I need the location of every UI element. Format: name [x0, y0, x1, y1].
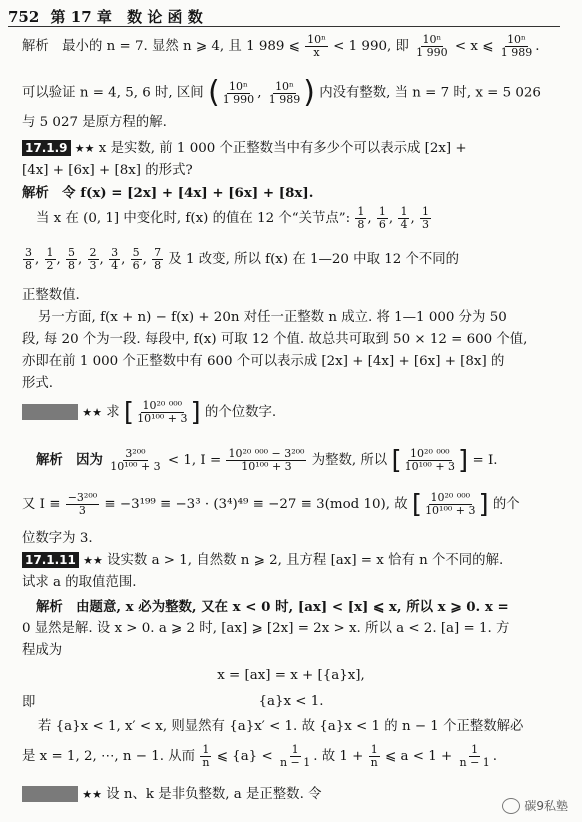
text-line: 正整数值. [22, 288, 80, 303]
fraction: $\frac{1}{n}$ [370, 743, 378, 769]
text-line: 形式. [22, 376, 54, 391]
text-line: 位数字为 3. [22, 531, 93, 546]
fraction: $\frac{2}{3}$ [89, 246, 97, 272]
solution-line: 解析 令 f(x) = [2x] + [4x] + [6x] + [8x]. [22, 185, 314, 201]
fraction: $\frac{\text{10ⁿ}}{1 990}$ [222, 79, 255, 106]
text-line: 0 显然是解. 设 x > 0. a ⩾ 2 时, [ax] ⩾ [2x] = 2x > x. 所以 a < 2. [a] = 1. 方 [22, 621, 510, 636]
fraction: $\frac{7}{8}$ [154, 246, 162, 272]
page-number: 752 [8, 8, 40, 26]
fraction: $\frac{\text{10²⁰ ⁰⁰⁰ − 3²⁰⁰}}{\text{10¹⁰⁰ + 3}}$ [228, 447, 305, 473]
problem-17-1-11: 17.1.11 ★★ 设实数 a > 1, 自然数 n ⩾ 2, 且方程 [ax] = x 恰有 n 个不同的解. [22, 552, 503, 570]
problem-17-1-9: 17.1.9 ★★ x 是实数, 前 1 000 个正整数当中有多少个可以表示成 [2x] + [22, 140, 467, 158]
text-line: 与 5 027 是原方程的解. [22, 115, 167, 130]
text-line: 当 x 在 (0, 1] 中变化时, f(x) 的值在 12 个“关节点”: $\frac{1}{8}$ , $\frac{1}{6}$ , $\frac{1}{4}$ , $\frac{1}{3}$ [22, 206, 432, 231]
fraction: $\frac{1}{6}$ [378, 205, 386, 231]
fraction-list: $\frac{3}{8}$ , $\frac{1}{2}$ , $\frac{5}{8}$ , $\frac{2}{3}$ , $\frac{3}{4}$ , $\frac{5}{6}$ , $\frac{7}{8}$ [25, 246, 162, 272]
solution-line: 解析 由题意, x 必为整数, 又在 x < 0 时, [ax] < [x] ⩽ x, 所以 x ⩾ 0. x = [36, 599, 509, 615]
fraction: $\frac{\text{−3²⁰⁰}}{3}$ [67, 491, 98, 517]
fraction: $\frac{\text{10ⁿ}}{1 989}$ [500, 33, 533, 59]
difficulty-stars: ★★ [74, 142, 95, 155]
problem-number-badge: . [22, 786, 78, 802]
fraction: $\frac{\text{10²⁰ ⁰⁰⁰}}{\text{10¹⁰⁰ + 3}}$ [137, 399, 188, 425]
fraction: $\frac{\text{10ⁿ}}{1 990}$ [416, 33, 448, 59]
chapter-label: 第 17 章 [50, 8, 112, 26]
fraction: $\frac{1}{3}$ [421, 205, 429, 231]
display-equation: {a}x < 1. [258, 694, 324, 709]
text-line: 亦即在前 1 000 个正整数中有 600 个可以表示成 [2x] + [4x] + [6x] + [8x] 的 [22, 354, 505, 369]
header-rule [8, 26, 560, 27]
problem-17-1-12: . ★★ 设 n、k 是非负整数, a 是正整数. 令 [22, 786, 321, 804]
text-line: 若 {a}x < 1, x′ < x, 则显然有 {a}x′ < 1. 故 {a}x < 1 的 n − 1 个正整数解必 [38, 719, 524, 734]
fraction: $\frac{1}{8}$ [357, 205, 365, 231]
text-line: 另一方面, f(x + n) − f(x) + 20n 对任一正整数 n 成立. 将 1—1 000 分为 50 [38, 310, 507, 325]
text-line: 又 I ≡ $\frac{\text{−3²⁰⁰}}{3}$ ≡ −3¹⁹⁹ ≡ −3³ · (3⁴)⁴⁹ ≡ −27 ≡ 3(mod 10), 故 [ $\frac{\text{10²⁰ ⁰⁰⁰}}{\text{10¹⁰⁰ + 3}}$ ] 的个 [22, 489, 520, 520]
text-line: [4x] + [6x] + [8x] 的形式? [22, 163, 193, 178]
problem-number-badge: 17.1.11 [22, 552, 79, 568]
text-line: 段, 每 20 个为一段. 每段中, f(x) 可取 12 个值. 故总共可取到 50 × 12 = 600 个值, [22, 332, 528, 347]
watermark: 碳9私塾 [502, 797, 568, 814]
text-line: 可以验证 n = 4, 5, 6 时, 区间 ( $\frac{\text{10ⁿ}}{1 990}$ , $\frac{\text{10ⁿ}}{1 989}$ ) 内没有整数, 当 n = 7 时, x = 5 026 [22, 75, 541, 110]
fraction: $\frac{1}{4}$ [400, 205, 408, 231]
fraction: $\frac{\text{3²⁰⁰}}{\text{10¹⁰⁰ + 3}}$ [110, 447, 161, 473]
page-header [8, 6, 203, 27]
fraction: $\frac{5}{8}$ [68, 246, 76, 272]
text-line: 即 [22, 695, 36, 710]
problem-number-badge: 17.1.9 [22, 140, 71, 156]
fraction-list: $\frac{1}{8}$ , $\frac{1}{6}$ , $\frac{1}{4}$ , $\frac{1}{3}$ [357, 205, 429, 231]
display-equation: x = [ax] = x + [{a}x], [217, 668, 365, 683]
fraction: $\frac{1}{n - 1}$ [279, 743, 311, 769]
fraction: $\frac{1}{2}$ [46, 246, 54, 272]
chat-bubble-icon [502, 798, 520, 814]
fraction: $\frac{\text{10ⁿ}}{x}$ [307, 33, 326, 59]
text-line: 试求 a 的取值范围. [22, 575, 137, 590]
solution-line: 解析 因为 $\frac{\text{3²⁰⁰}}{\text{10¹⁰⁰ + 3}}$ < 1, I = $\frac{\text{10²⁰ ⁰⁰⁰ − 3²⁰⁰}}{\text{10¹⁰⁰ + 3}}$ 为整数, 所以 [ $\frac{\text{10²⁰ ⁰⁰⁰}}{\text{10¹⁰⁰ + 3}}$ ] = I. [36, 445, 498, 476]
chapter-title: 数 论 函 数 [127, 8, 203, 26]
fraction: $\frac{5}{6}$ [132, 246, 140, 272]
text-line: 程成为 [22, 643, 63, 658]
fraction: $\frac{1}{n - 1}$ [459, 743, 490, 769]
fraction: $\frac{\text{10ⁿ}}{1 989}$ [268, 79, 301, 106]
fraction: $\frac{3}{4}$ [111, 246, 119, 272]
text-line: 解析 最小的 n = 7. 显然 n ⩾ 4, 且 1 989 ⩽ $\frac{\text{10ⁿ}}{x}$ < 1 990, 即 $\frac{\text{10ⁿ}}{1 990}$ < x ⩽ $\frac{\text{10ⁿ}}{1 989}$ . [22, 33, 540, 59]
problem-17-1-10: . ★★ 求 [ $\frac{\text{10²⁰ ⁰⁰⁰}}{\text{10¹⁰⁰ + 3}}$ ] 的个位数字. [22, 400, 276, 425]
problem-number-badge: . [22, 404, 78, 420]
text-line: 是 x = 1, 2, ⋯, n − 1. 从而 $\frac{1}{n}$ ⩽ {a} < $\frac{1}{n - 1}$ . 故 1 + $\frac{1}{n}$ ⩽ a < 1 + $\frac{1}{n - 1}$ . [22, 743, 498, 769]
fraction: $\frac{3}{8}$ [25, 246, 32, 272]
fraction: $\frac{\text{10²⁰ ⁰⁰⁰}}{\text{10¹⁰⁰ + 3}}$ [404, 447, 456, 473]
fraction: $\frac{1}{n}$ [202, 743, 210, 769]
text-line: $\frac{3}{8}$ , $\frac{1}{2}$ , $\frac{5}{8}$ , $\frac{2}{3}$ , $\frac{3}{4}$ , $\frac{5}{6}$ , $\frac{7}{8}$ 及 1 改变, 所以 f(x) 在 1—20 中取 12 个不同的 [22, 247, 459, 272]
fraction: $\frac{\text{10²⁰ ⁰⁰⁰}}{\text{10¹⁰⁰ + 3}}$ [425, 491, 476, 517]
